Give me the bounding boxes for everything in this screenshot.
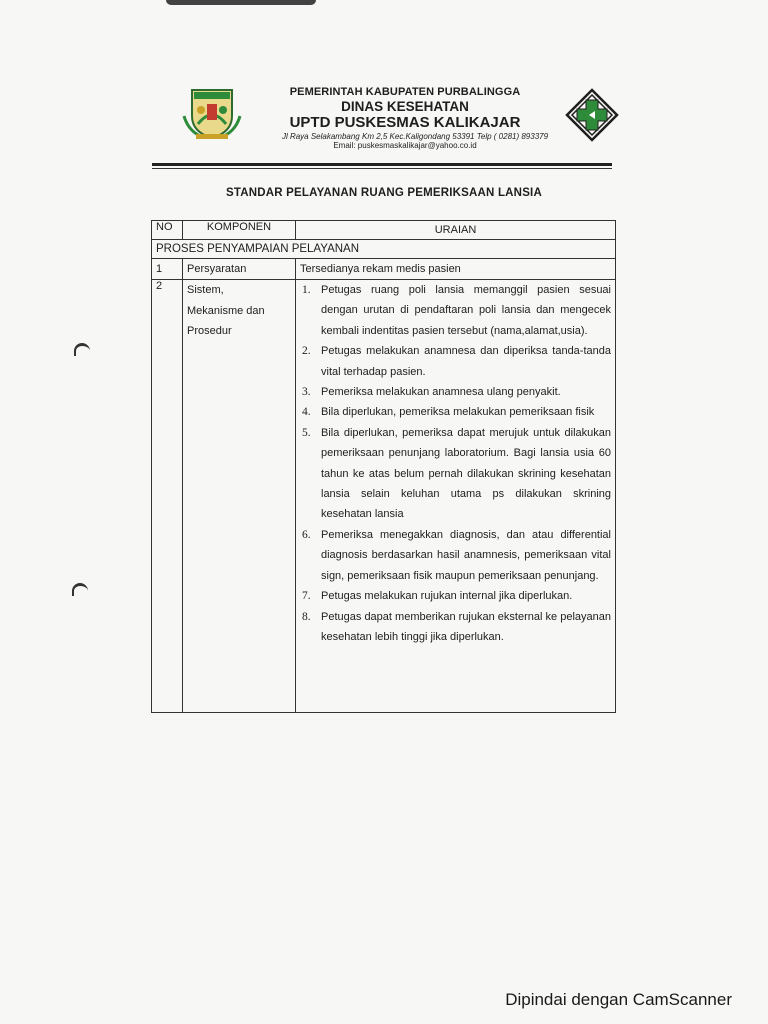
department-name: DINAS KESEHATAN [341, 99, 469, 114]
komponen-line: Sistem, [187, 284, 224, 296]
institution-name: UPTD PUSKESMAS KALIKAJAR [289, 114, 521, 131]
service-standard-table [151, 220, 616, 713]
table-row [152, 280, 616, 713]
step-number: 2. [302, 345, 311, 358]
step-text: Petugas ruang poli lansia memanggil pasien sesuai dengan urutan di pendaftaran poli lansia dan mengecek kembali indentitas pasien tersebut (nama,alamat,usia). [321, 284, 611, 337]
header-uraian: URAIAN [296, 221, 616, 240]
step-text: Petugas melakukan anamnesa dan diperiksa tanda-tanda vital terhadap pasien. [321, 345, 611, 378]
letterhead-divider-thin [152, 168, 612, 169]
procedure-step [302, 280, 611, 341]
scanner-watermark: Dipindai dengan CamScanner [505, 990, 732, 1009]
scan-edge-mark [166, 0, 316, 5]
komponen-line: Mekanisme dan [187, 304, 265, 317]
section-row [152, 240, 616, 259]
regency-seal-logo [180, 86, 244, 142]
step-text: Petugas dapat memberikan rujukan eksternal ke pelayanan kesehatan lebih tinggi jika diperlukan. [321, 610, 611, 643]
step-text: Pemeriksa menegakkan diagnosis, dan atau differential diagnosis berdasarkan hasil anamnesis, pemeriksaan vital sign, pemeriksaan fisik maupun pemeriksaan penunjang. [321, 528, 611, 582]
step-number: 5. [302, 426, 311, 439]
step-text: Bila diperlukan, pemeriksa dapat merujuk untuk dilakukan pemeriksaan penunjang laboratorium. Bagi lansia usia 60 tahun ke atas belum pernah dilakukan skrining kesehatan lansia selain keluhan utama ps dilakukan skrining kesehatan lansia [321, 426, 611, 521]
header-komponen: KOMPONEN [183, 221, 296, 240]
step-number: 7. [302, 590, 311, 603]
header-no: NO [152, 221, 183, 240]
punch-hole-mark [74, 343, 90, 356]
row-uraian-steps [296, 280, 616, 713]
letterhead-divider-thick [152, 163, 612, 166]
section-title: PROSES PENYAMPAIAN PELAYANAN [152, 240, 616, 259]
step-text: Pemeriksa melakukan anamnesa ulang penyakit. [321, 386, 561, 399]
government-name: PEMERINTAH KABUPATEN PURBALINGGA [289, 86, 521, 98]
procedure-step [302, 382, 611, 402]
procedure-steps-list [300, 280, 611, 647]
step-text: Petugas melakukan rujukan internal jika diperlukan. [321, 590, 573, 603]
row-komponen [183, 280, 296, 713]
table-header-row [152, 221, 616, 240]
komponen-line: Prosedur [187, 325, 232, 337]
procedure-step [302, 525, 611, 586]
procedure-step [302, 607, 611, 648]
document-title: STANDAR PELAYANAN RUANG PEMERIKSAAN LANSIA [226, 187, 542, 199]
procedure-step [302, 402, 611, 422]
procedure-step [302, 586, 611, 606]
row-number: 1 [152, 259, 183, 280]
institution-email: Email: puskesmaskalikajar@yahoo.co.id [333, 141, 477, 150]
step-number: 1. [302, 284, 311, 296]
row-komponen: Persyaratan [183, 259, 296, 280]
procedure-step [302, 423, 611, 525]
institution-address: Jl Raya Selakambang Km 2,5 Kec.Kaligondang 53391 Telp ( 0281) 893379 [281, 132, 549, 141]
procedure-step [302, 341, 611, 382]
step-number: 4. [302, 406, 311, 419]
step-number: 3. [302, 386, 311, 399]
step-number: 8. [302, 610, 311, 623]
punch-hole-mark [72, 583, 88, 596]
step-text: Bila diperlukan, pemeriksa melakukan pemeriksaan fisik [321, 406, 595, 419]
health-cross-logo [565, 88, 619, 142]
row-number: 2 [152, 280, 183, 713]
row-uraian: Tersedianya rekam medis pasien [296, 259, 616, 280]
table-row [152, 259, 616, 280]
letterhead [240, 86, 570, 150]
step-number: 6. [302, 528, 311, 541]
